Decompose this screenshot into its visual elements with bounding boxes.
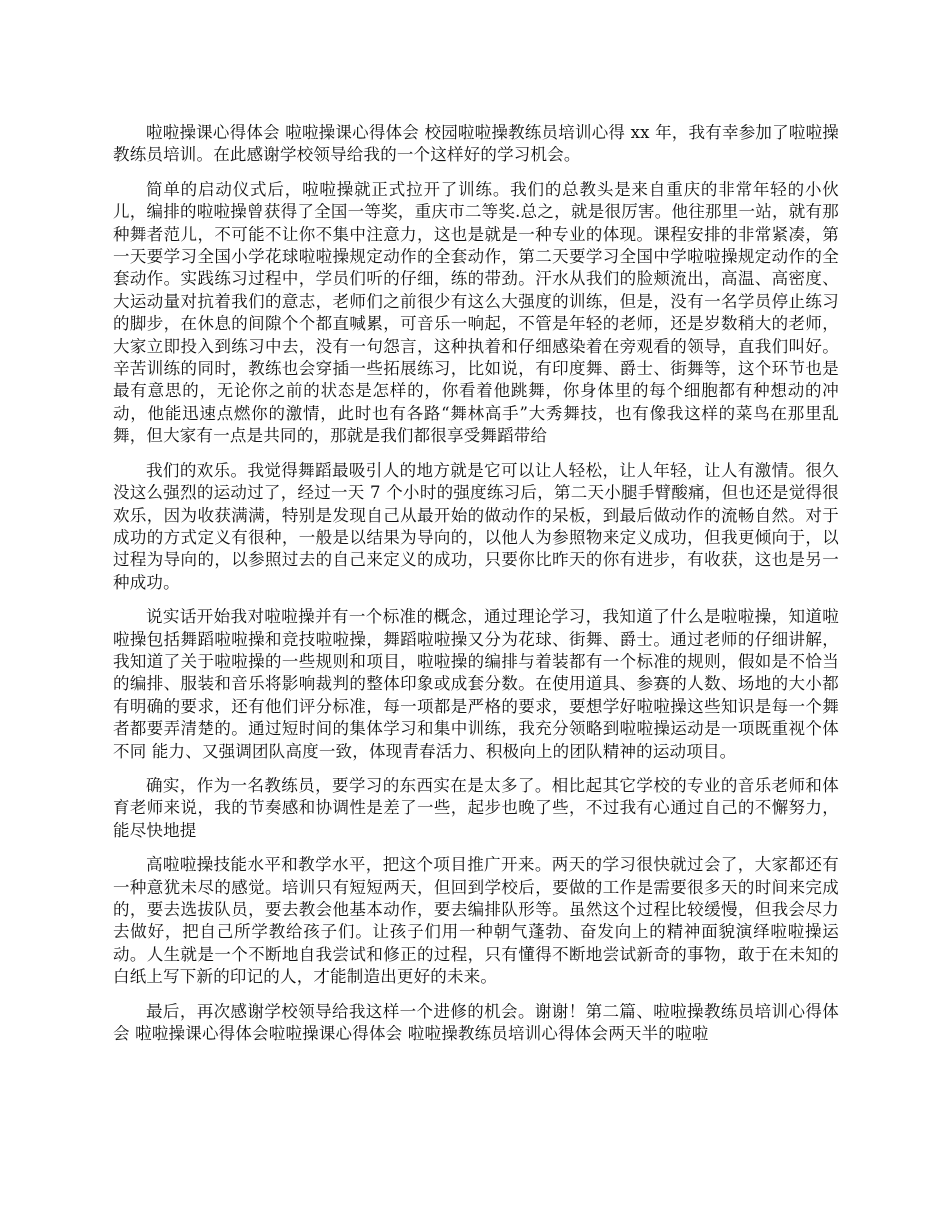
paragraph-coach: 确实，作为一名教练员，要学习的东西实在是太多了。相比起其它学校的专业的音乐老师和体育老师来说，我的节奏感和协调性是差了一些，起步也晚了些，不过我有心通过自己的不懈努力，能尽快地提: [113, 775, 839, 840]
paragraph-training: 简单的启动仪式后，啦啦操就正式拉开了训练。我们的总教头是来自重庆的非常年轻的小伙儿，编排的啦啦操曾获得了全国一等奖，重庆市二等奖.总之，就是很厉害。他往那里一站，就有那种舞者范儿，不可能不让你不集中注意力，这也是就是一种专业的体现。课程安排的非常紧凑，第一天要学习全国小学花球啦啦操规定动作的全套动作，第二天要学习全国中学啦啦操规定动作的全套动作。实践练习过程中，学员们听的仔细，练的带劲。汗水从我们的脸颊流出，高温、高密度、大运动量对抗着我们的意志，老师们之前很少有这么大强度的训练，但是，没有一名学员停止练习的脚步，在休息的间隙个个都直喊累，可音乐一响起，不管是年轻的老师，还是岁数稍大的老师，大家立即投入到练习中去，没有一句怨言，这种执着和仔细感染着在旁观看的领导，直我们叫好。辛苦训练的同时，教练也会穿插一些拓展练习，比如说，有印度舞、爵士、街舞等，这个环节也是最有意思的，无论你之前的状态是怎样的，你看着他跳舞，你身体里的每个细胞都有种想动的冲动，他能迅速点燃你的激情，此时也有各路“舞林高手”大秀舞技，也有像我这样的菜鸟在那里乱舞，但大家有一点是共同的，那就是我们都很享受舞蹈带给: [113, 179, 839, 446]
paragraph-closing: 最后，再次感谢学校领导给我这样一个进修的机会。谢谢！第二篇、啦啦操教练员培训心得体会 啦啦操课心得体会啦啦操课心得体会 啦啦操教练员培训心得体会两天半的啦啦: [113, 1001, 839, 1044]
document-page: [113, 122, 839, 1057]
paragraph-intro: 啦啦操课心得体会 啦啦操课心得体会 校园啦啦操教练员培训心得 xx 年，我有幸参加了啦啦操教练员培训。在此感谢学校领导给我的一个这样好的学习机会。: [113, 123, 839, 165]
paragraph-future: 高啦啦操技能水平和教学水平，把这个项目推广开来。两天的学习很快就过会了，大家都还有一种意犹未尽的感觉。培训只有短短两天，但回到学校后，要做的工作是需要很多天的时间来完成的，要去选拔队员，要去教会他基本动作，要去编排队形等。虽然这个过程比较缓慢，但我会尽力去做好，把自己所学教给孩子们。让孩子们用一种朝气蓬勃、奋发向上的精神面貌演绎啦啦操运动。人生就是一个不断地自我尝试和修正的过程，只有懂得不断地尝试新奇的事物，敢于在未知的白纸上写下新的印记的人，才能制造出更好的未来。: [113, 855, 839, 987]
paragraph-joy: 我们的欢乐。我觉得舞蹈最吸引人的地方就是它可以让人轻松，让人年轻，让人有激情。很久没这么强烈的运动过了，经过一天 7 个小时的强度练习后，第二天小腿手臂酸痛，但也还是觉得很欢乐，因为收获满满，特别是发现自己从最开始的做动作的呆板，到最后做动作的流畅自然。对于成功的方式定义有很种，一般是以结果为导向的，以他人为参照物来定义成功，但我更倾向于，以过程为导向的，以参照过去的自己来定义的成功，只要你比昨天的你有进步，有收获，这也是另一种成功。: [113, 460, 839, 592]
paragraph-rules: 说实话开始我对啦啦操并有一个标准的概念，通过理论学习，我知道了什么是啦啦操，知道啦啦操包括舞蹈啦啦操和竞技啦啦操，舞蹈啦啦操又分为花球、街舞、爵士。通过老师的仔细讲解，我知道了关于啦啦操的一些规则和项目，啦啦操的编排与着装都有一个标准的规则，假如是不恰当的编排、服装和音乐将影响裁判的整体印象或成套分数。在使用道具、参赛的人数、场地的大小都有明确的要求，还有他们评分标准，每一项都是严格的要求，要想学好啦啦操这些知识是每一个舞者都要弄清楚的。通过短时间的集体学习和集中训练，我充分领略到啦啦操运动是一项既重视个体不同 能力、又强调团队高度一致，体现青春活力、积极向上的团队精神的运动项目。: [113, 607, 839, 761]
